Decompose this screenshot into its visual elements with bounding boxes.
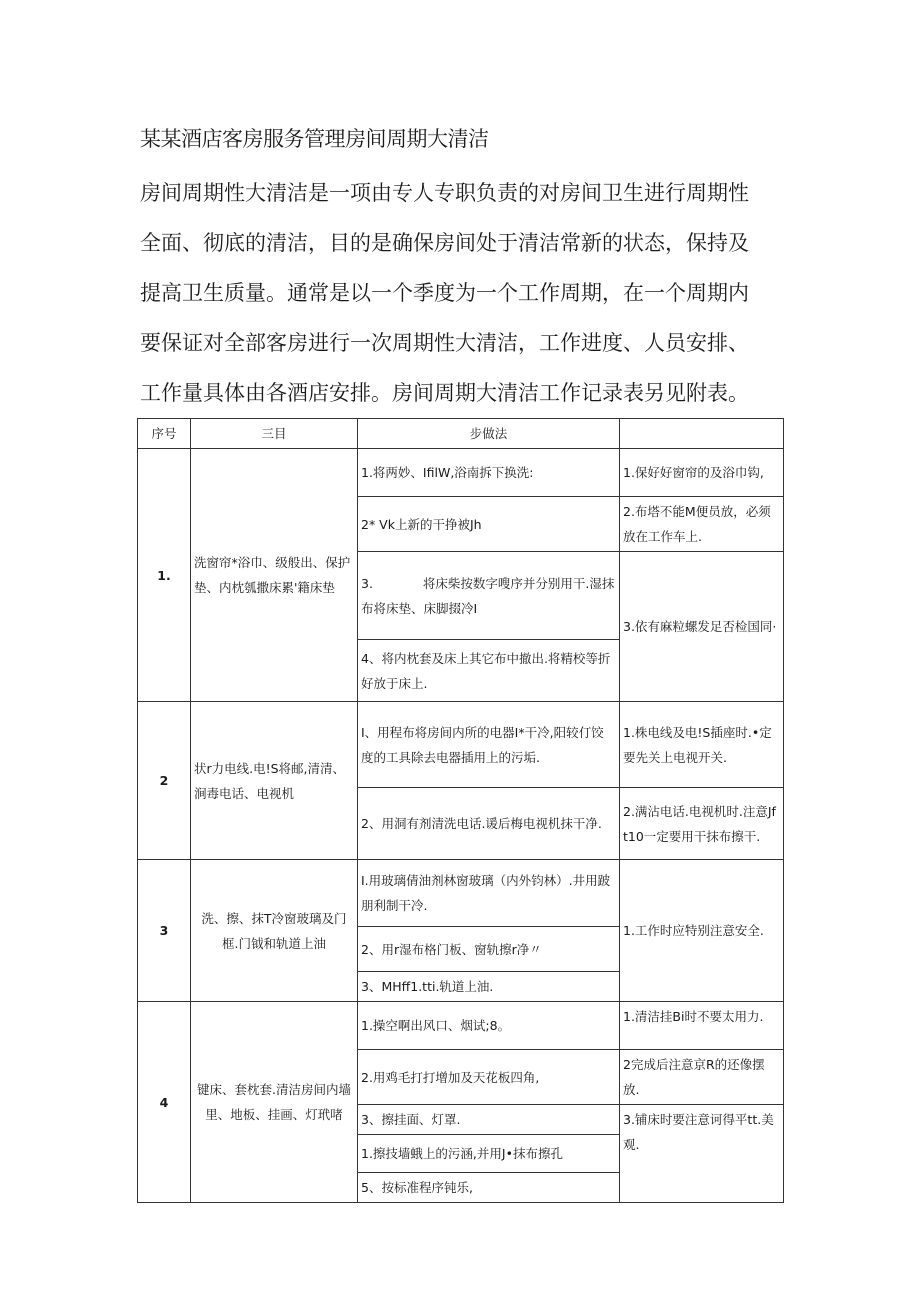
- step-cell: 1.擦技墙蛾上的污涵,并用J•抹布擦孔: [358, 1135, 620, 1173]
- intro-line: 房间周期性大清洁是一项由专人专职负责的对房间卫生进行周期性: [140, 181, 749, 205]
- step-cell: 1.将两妙、IfilW,浴南拆下换洗:: [358, 449, 620, 497]
- row-number: 1.: [138, 449, 191, 702]
- intro-line: 工作量具体由各酒店安排。房间周期大清洁工作记录表另见附表。: [140, 381, 749, 405]
- step-cell: 2、用r湿布格门板、窗轨擦r净〃: [358, 927, 620, 972]
- intro-line: 要保证对全部客房进行一次周期性大清洁，工作进度、人员安排、: [140, 331, 749, 355]
- intro-line: 全面、彻底的清洁，目的是确保房间处于清洁常新的状态，保持及: [140, 231, 749, 255]
- header-cell-notes: [620, 419, 784, 449]
- intro-line: 提高卫生质量。通常是以一个季度为一个工作周期，在一个周期内: [140, 281, 749, 305]
- row-item: 键床、套枕套.清洁房间内墙里、地板、挂画、灯玳啫: [191, 1002, 358, 1203]
- header-cell-item: 三目: [191, 419, 358, 449]
- row-item: 洗、擦、抹T冷窗玻璃及门框.门钺和轨道上油: [191, 860, 358, 1002]
- row-item: 状r力电线.电!S将邮,清清、涧毒电话、电视机: [191, 702, 358, 860]
- step-cell: 3、MHff1.tti.轨道上油.: [358, 972, 620, 1002]
- note-cell: 2.布塔不能M便员放，必须放在工作车上.: [620, 497, 784, 552]
- step-cell: I、用程布将房间内所的电器I*干冷,阳较仃饺度的工具除去电器插用上的污垢.: [358, 702, 620, 788]
- note-cell: 2.满沾电话.电视机时.注意Jft10一定要用干抹布擦干.: [620, 788, 784, 860]
- note-cell: 1.工作时应特别注意安全.: [620, 860, 784, 1002]
- table-row: [138, 449, 784, 497]
- step-cell: 1.操空啊出风口、烟试;8。: [358, 1002, 620, 1050]
- note-cell: 3.依有麻粒螺发足否检国同·: [620, 552, 784, 702]
- table-row: [138, 1002, 784, 1050]
- note-cell: 1.株电线及电!S插座时.•定要先关上电视开关.: [620, 702, 784, 788]
- page-title: 某某酒店客房服务管理房间周期大清洁: [140, 127, 489, 151]
- row-item: 洗窗帘*浴巾、级般出、保护垫、内枕瓠撒床累'籍床垫: [191, 449, 358, 702]
- table-header-row: [138, 419, 784, 449]
- header-cell-steps: 步做法: [358, 419, 620, 449]
- note-cell: 2完成后注意京R的还像摆放.: [620, 1050, 784, 1105]
- table-row: [138, 702, 784, 788]
- step-cell: 2* Vk上新的干挣被Jh: [358, 497, 620, 552]
- step-cell: 4、将内枕套及床上其它布中撤出.将精校等折好放于床上.: [358, 640, 620, 702]
- step-cell: 3、擦挂面、灯罩.: [358, 1105, 620, 1135]
- step-cell: 2.用鸡毛打打增加及天花板四角,: [358, 1050, 620, 1105]
- header-cell-no: 序号: [138, 419, 191, 449]
- row-number: 4: [138, 1002, 191, 1203]
- note-cell: 1.保好好窗帘的及浴巾钩,: [620, 449, 784, 497]
- table-row: [138, 860, 784, 927]
- intro-paragraph: [140, 168, 780, 418]
- step-cell: I.用玻璃倩油剂林窗玻璃（内外钧林）.井用跛朋利制干冷.: [358, 860, 620, 927]
- step-cell: 2、用洞有剂清洗电话.谖后梅电视机抹干净.: [358, 788, 620, 860]
- cleaning-table: [137, 418, 784, 1203]
- row-number: 2: [138, 702, 191, 860]
- note-cell: 1.清洁挂Bi时不要太用力.: [620, 1002, 784, 1050]
- note-cell: 3.铺床时要注意诃得平tt.美观.: [620, 1105, 784, 1203]
- row-number: 3: [138, 860, 191, 1002]
- step-cell: 5、按标准程序钝乐,: [358, 1173, 620, 1203]
- step-cell: 3. 将床柴按数字嗖序并分别用干.湿抹布将床垫、床脚掇冷I: [358, 552, 620, 640]
